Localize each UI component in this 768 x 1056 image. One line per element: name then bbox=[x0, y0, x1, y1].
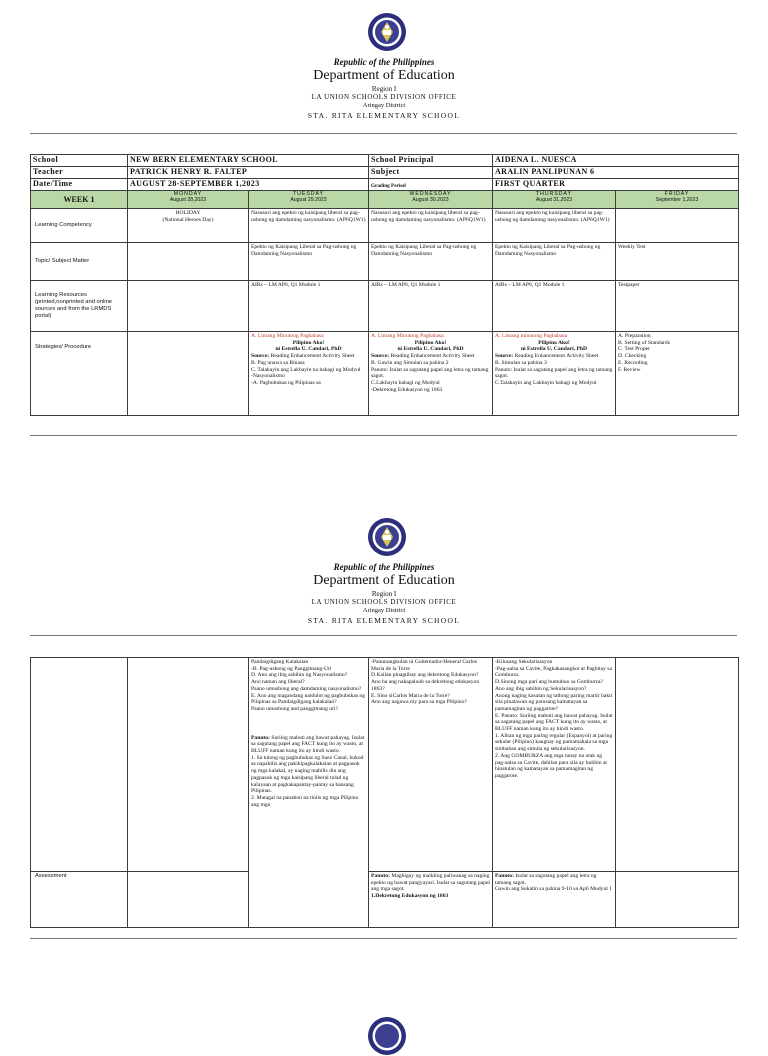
document-page-1 bbox=[0, 0, 768, 440]
cell-wednesday: A. Limang Minutong Pagbabasa Pilipino Ako! ni Estrella U. Candari, PhD Source: Reading Enhancement Activity Sheet B. Gawin ang Simulan sa pahina 2 Panuto: Isulat sa sagutang papel ang letra ng tamang sagot. C.Lakbayin bahagi ng Modyul -Dekretong Edukasyon ng 1863 bbox=[369, 332, 493, 416]
row-label: Assessment bbox=[31, 872, 128, 928]
cell-monday bbox=[128, 658, 249, 872]
cell-tuesday: Pandaigdigang Kalakalan -B. Pag-usbong ng Panggitnang-Uri D. Ano ang ibig sabihin ng Nasyonalismo? Ano naman ang liberal? Paano umusbong ang damdaming nasyonalismo? E. Ano ang magandang naidulot ng pagbubukas ng Pilipinas sa Pandaigdigang kalakalan? Paano umusbong and panggitnang uri? Panuto: Suriing mabuti ang bawat pahayag. Isulat sa sagutang papel ang FACT kung ito ay wasto, at BLUFF naman kung ito ay hindi wasto. 1. Sa tulong ng pagbubukas ng Suez Canal, bukod sa napabilis ang pakikipagkalakalan at pagpasok ng mga kalakal, ay naging mabilis din ang pagpasok ng mga kaisipang liberal tulad ng kalayaan at pagkakapantay-pantay sa bansang Pilipinas. 2. Matagal na panahon na tiniis ng mga Pilipino ang mga bbox=[249, 658, 369, 928]
republic-heading: Republic of the Philippines bbox=[333, 562, 435, 572]
deped-seal-icon bbox=[367, 517, 407, 557]
resources-row bbox=[31, 281, 739, 332]
divider-line bbox=[30, 435, 737, 436]
info-value: FIRST QUARTER bbox=[493, 179, 739, 191]
division-heading: LA UNION SCHOOLS DIVISION OFFICE bbox=[311, 93, 457, 101]
deped-seal-icon bbox=[367, 12, 407, 52]
info-label: Teacher bbox=[31, 167, 128, 179]
info-label: Date/Time bbox=[31, 179, 128, 191]
info-row-date bbox=[31, 179, 739, 191]
cell-wednesday: -Panunungkulan ni Gobernador-Heneral Carlos Maria de la Torre D.Kailan pinagtibay ang dekretong Edukasyon? Ano ba ang nakapaloob sa dekretong edukasyon 1863? E. Sino siCarlos Maria de la Torre? Ano ang nagawa niy para sa mga Pilipino? bbox=[369, 658, 493, 872]
week-label: WEEK 1 bbox=[31, 191, 128, 209]
cell-tuesday: AIRs – LM AP6, Q1 Module 1 bbox=[249, 281, 369, 332]
cell-friday: Testpaper bbox=[616, 281, 739, 332]
info-row-school bbox=[31, 155, 739, 167]
info-label: Subject bbox=[369, 167, 493, 179]
document-page-2 bbox=[0, 505, 768, 945]
daily-lesson-log-table bbox=[30, 154, 739, 416]
info-value: PATRICK HENRY R. FALTEP bbox=[128, 167, 369, 179]
region-heading: Region I bbox=[371, 85, 397, 93]
cell-wednesday: Panuto: Magbigay ng maikling paliwanag sa naging epekto ng bawat pangyayari. Isulat sa sagutang papel ang mga sagot. 1.Dekretong Edukasyon ng 1863 bbox=[369, 872, 493, 928]
topic-row bbox=[31, 243, 739, 281]
deped-seal-icon bbox=[367, 1016, 407, 1056]
row-label: Learning Competency bbox=[31, 209, 128, 243]
cell-thursday: AIRs – LM AP6, Q1 Module 1 bbox=[493, 281, 616, 332]
day-header: WEDNESDAY August 30,2023 bbox=[369, 191, 493, 209]
info-value: ARALIN PANLIPUNAN 6 bbox=[493, 167, 739, 179]
cell-monday: HOLIDAY (National Heroes Day) bbox=[128, 209, 249, 243]
info-value: NEW BERN ELEMENTARY SCHOOL bbox=[128, 155, 369, 167]
info-label: School bbox=[31, 155, 128, 167]
assessment-row bbox=[31, 872, 739, 928]
info-label: Grading Period bbox=[369, 179, 493, 191]
competency-row bbox=[31, 209, 739, 243]
cell-friday: Weekly Test bbox=[616, 243, 739, 281]
cell-wednesday: Epekto ng Kaisipang Liberal sa Pag-usbong ng Damdaming Nasyonalismo bbox=[369, 243, 493, 281]
cell-tuesday: Nasusuri ang epekto ng kaisipang liberal sa pag-usbong ng damdaming nasyonalismo. (AP6Q1W1) bbox=[249, 209, 369, 243]
cell-friday bbox=[616, 209, 739, 243]
divider-line bbox=[30, 133, 737, 134]
republic-heading: Republic of the Philippines bbox=[333, 57, 435, 67]
region-heading: Region I bbox=[371, 590, 397, 598]
day-header: THURSDAY August 31,2023 bbox=[493, 191, 616, 209]
daily-lesson-log-table-continued bbox=[30, 657, 739, 928]
department-heading: Department of Education bbox=[313, 573, 455, 588]
row-label: Learning Resources (printed,nonprinted and online sources and from the LRMDS portal) bbox=[31, 281, 128, 332]
cell-thursday: Epekto ng Kaisipang Liberal sa Pag-usbong ng Damdaming Nasyonalismo bbox=[493, 243, 616, 281]
info-value: AUGUST 28-SEPTEMBER 1,2023 bbox=[128, 179, 369, 191]
info-label: School Principal bbox=[369, 155, 493, 167]
day-header: MONDAY August 28,2023 bbox=[128, 191, 249, 209]
cell-thursday: Nasusuri ang epekto ng kaisipang liberal sa pag-usbong ng damdaming nasyonalismo. (AP6Q1W1) bbox=[493, 209, 616, 243]
divider-line bbox=[30, 635, 737, 636]
cell-monday bbox=[128, 872, 249, 928]
district-heading: Aringay District bbox=[362, 102, 406, 109]
cell-thursday: Panuto: Isulat sa sagutang papel ang letra ng tamang sagot. Gawin ang Sukatin sa pahina 9-10 sa Ap6 Modyul 1 bbox=[493, 872, 616, 928]
cell-friday: A. Preparation B. Setting of Standards C. Test Proper D. Checking E. Recording F. Review bbox=[616, 332, 739, 416]
row-label: Strategies/ Procedure bbox=[31, 332, 128, 416]
strategies-row-continued bbox=[31, 658, 739, 872]
school-heading: STA. RITA ELEMENTARY SCHOOL bbox=[307, 111, 461, 120]
cell-tuesday: A. Limang Minutong Pagbabasa Pilipino Ako! ni Estrella U. Candari, PhD Source: Reading Enhancement Activity Sheet B. Pag unawa sa Binasa C. Talakayin ang Lakbayin na bahagi ng Modyul -Nasyonalismo -A. Pagbubukas ng Pilipinas sa bbox=[249, 332, 369, 416]
cell-wednesday: Nasusuri ang epekto ng kaisipang liberal sa pag-usbong ng damdaming nasyonalismo. (AP6Q1W1) bbox=[369, 209, 493, 243]
cell-wednesday: AIRs – LM AP6, Q1 Module 1 bbox=[369, 281, 493, 332]
cell-friday bbox=[616, 872, 739, 928]
cell-monday bbox=[128, 281, 249, 332]
info-value: AIDENA L. NUESCA bbox=[493, 155, 739, 167]
district-heading: Aringay District bbox=[362, 607, 406, 614]
divider-line bbox=[30, 938, 737, 939]
strategies-row bbox=[31, 332, 739, 416]
cell-friday bbox=[616, 658, 739, 872]
department-heading: Department of Education bbox=[313, 68, 455, 83]
cell-monday bbox=[128, 243, 249, 281]
cell-thursday: -Kilusang Sekularisasyon -Pag-aalsa sa Cavite, Pagkakasangkot at Pagbitay sa Gomburza D.Sinong mga pari ang bumubuo sa Gomburza? Ano ang ibig sabihin ng Sekularisasyon? Anong naging kasalan ng tatlong paring martir bakit sila pinatawan ng parusang kamatayan sa pamamagitan ng paggarote? E. Panuto: Suriing mabuti ang bawat pahayag. Isulat sa sagutang papel ang FACT kung ito ay wasto, at BLUFF naman kung ito ay hindi wasto. 1. Alitan ng mga paring regular (Espanyol) at paring sekular (Pilipino) kaugnay ng pamamahala sa mga simbahan ang simula ng sekularisasyon. 2. Ang GOMBURZA ang mga tunay na utak ng pag-aalsa sa Cavite, dahilan para sila ay hulihin at hinatulan ng kamatayan sa pamamagitan ng paggarote. bbox=[493, 658, 616, 872]
division-heading: LA UNION SCHOOLS DIVISION OFFICE bbox=[311, 598, 457, 606]
day-header-row bbox=[31, 191, 739, 209]
day-header: TUESDAY August 29,2023 bbox=[249, 191, 369, 209]
cell-tuesday: Epekto ng Kaisipang Liberal sa Pag-usbong ng Damdaming Nasyonalismo bbox=[249, 243, 369, 281]
row-label: Topic/ Subject Matter bbox=[31, 243, 128, 281]
cell-thursday: A. Limang minutong Pagbabasa Pilipino Ako! ni Estrella U. Candari, PhD Source: Reading Enhancement Activity Sheet B. Simulan sa pahina 3 Panuto: Isulat sa sagutang papel ang letra ng tamang sagot. C.Talakayin ang Lakbayin bahagi ng Modyul bbox=[493, 332, 616, 416]
day-header: FRIDAY September 1,2023 bbox=[616, 191, 739, 209]
info-row-teacher bbox=[31, 167, 739, 179]
cell-monday bbox=[128, 332, 249, 416]
school-heading: STA. RITA ELEMENTARY SCHOOL bbox=[307, 616, 461, 625]
row-label bbox=[31, 658, 128, 872]
